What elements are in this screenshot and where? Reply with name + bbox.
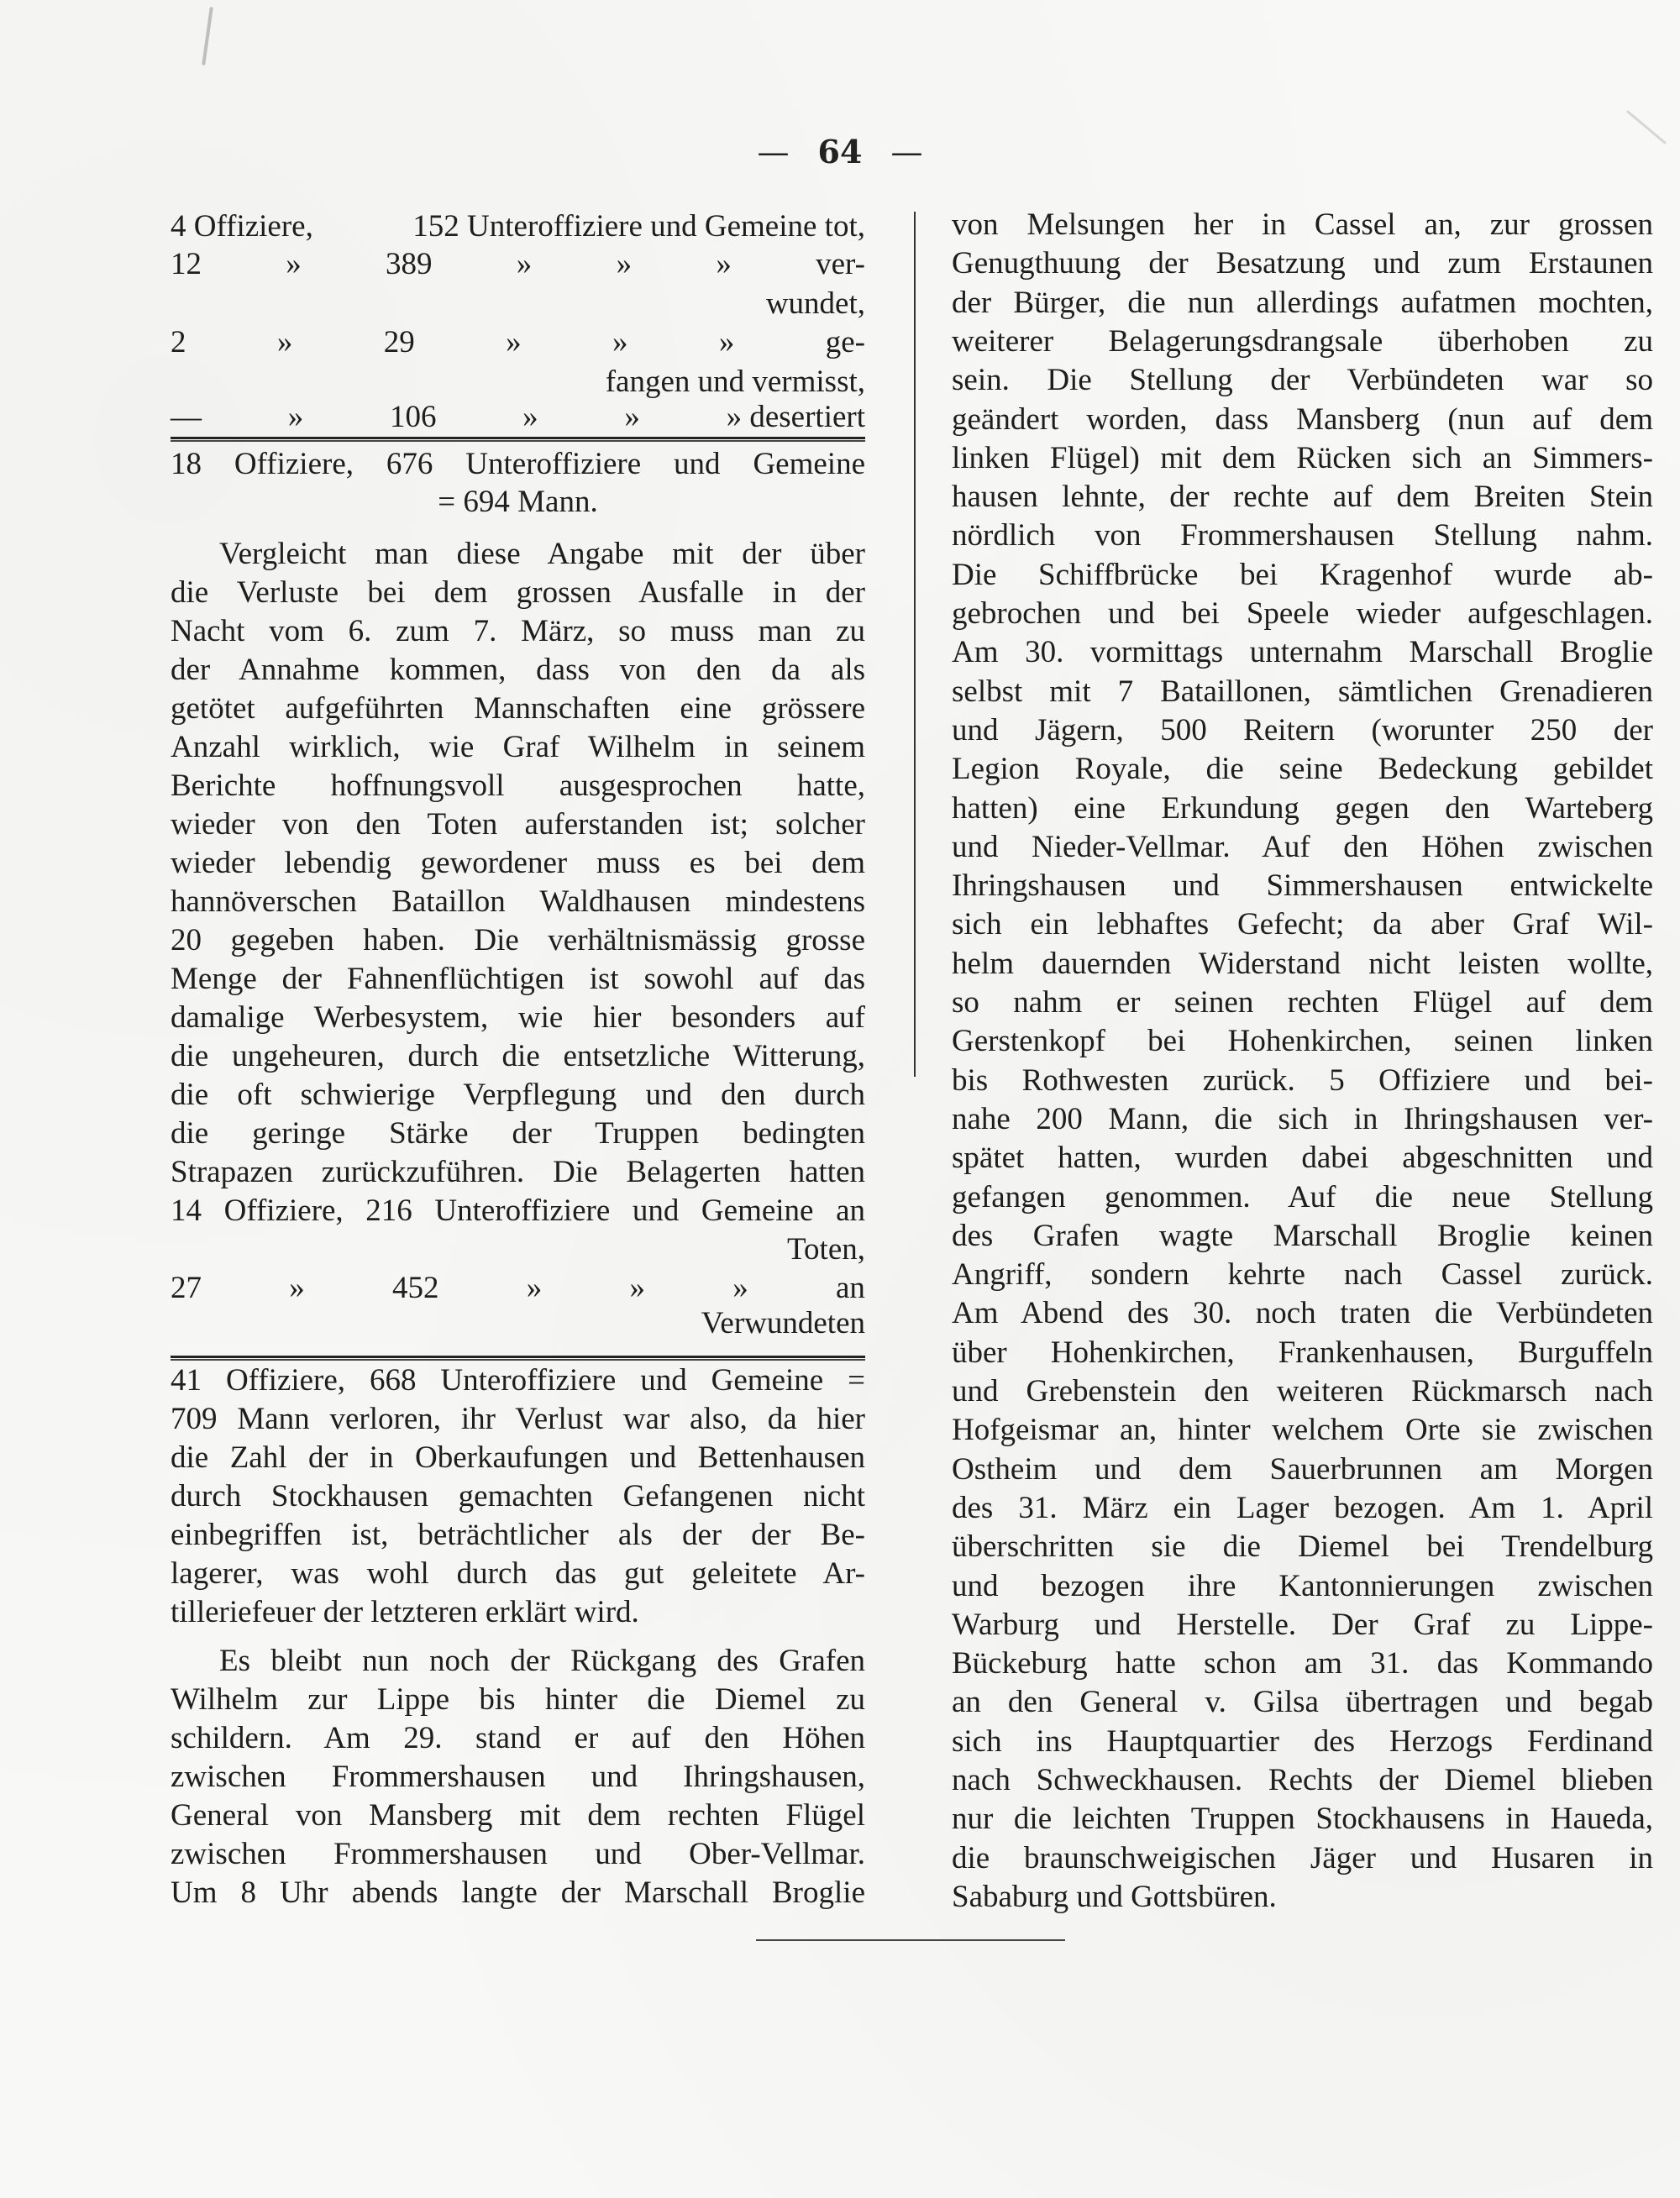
text-line: hannöverschen Bataillon Waldhausen mindestens <box>171 884 865 919</box>
text-line: durch Stockhausen gemachten Gefangenen nicht <box>171 1479 865 1513</box>
total-line: 18 Offiziere, 676 Unteroffiziere und Gemeine <box>171 447 865 481</box>
table-cell: » <box>506 325 522 359</box>
end-rule <box>756 1939 1065 1941</box>
text-line: selbst mit 7 Bataillonen, sämtlichen Grenadieren <box>952 674 1653 709</box>
table-cell: » <box>526 1271 543 1305</box>
table-cell: » <box>616 247 633 281</box>
text-line: sich ins Hauptquartier des Herzogs Ferdinand <box>952 1724 1653 1759</box>
table-cell: » <box>629 1271 645 1305</box>
text-line: schildern. Am 29. stand er auf den Höhen <box>171 1721 865 1755</box>
table-cell: » <box>276 325 293 359</box>
header-dash-right: — <box>890 134 923 170</box>
table-cell: ge- <box>825 325 865 359</box>
table-cell: » <box>624 400 640 434</box>
text-line: der Bürger, die nun allerdings aufatmen mochten, <box>952 286 1653 320</box>
text-line: die oft schwierige Verpflegung und den durch <box>171 1078 865 1112</box>
text-line: nach Schweckhausen. Rechts der Diemel blieben <box>952 1763 1653 1797</box>
text-line: von Melsungen her in Cassel an, zur grossen <box>952 207 1653 242</box>
text-line: die geringe Stärke der Truppen bedingten <box>171 1116 865 1151</box>
text-line: weiterer Belagerungsdrangsale überhoben zu <box>952 324 1653 359</box>
text-line: Es bleibt nun noch der Rückgang des Grafen <box>219 1644 865 1678</box>
page-number-header <box>0 133 1680 170</box>
text-line: sich ein lebhaftes Gefecht; da aber Graf Wil- <box>952 907 1653 942</box>
loss-table-continuation: fangen und vermisst, <box>605 365 865 399</box>
text-line: helm dauernden Widerstand nicht leisten wollte, <box>952 947 1653 981</box>
text-line: Legion Royale, die seine Bedeckung gebildet <box>952 752 1653 786</box>
header-dash-left: — <box>757 134 790 170</box>
text-line: sein. Die Stellung der Verbündeten war so <box>952 363 1653 397</box>
table-cell: 29 <box>383 325 415 359</box>
text-line: des 31. März ein Lager bezogen. Am 1. April <box>952 1491 1653 1525</box>
text-line: die Verluste bei dem grossen Ausfalle in der <box>171 575 865 610</box>
text-line: Ihringshausen und Simmershausen entwickelte <box>952 868 1653 903</box>
text-line: Genugthuung der Besatzung und zum Erstaunen <box>952 246 1653 281</box>
text-line: die Zahl der in Oberkaufungen und Bettenhausen <box>171 1440 865 1475</box>
sum-rule <box>171 1356 865 1361</box>
text-line: spätet hatten, wurden dabei abgeschnitten und <box>952 1141 1653 1175</box>
text-line: gebrochen und bei Speele wieder aufgeschlagen. <box>952 596 1653 631</box>
table-cell: » <box>286 247 302 281</box>
text-line: zwischen Frommershausen und Ihringshausen, <box>171 1760 865 1794</box>
table-cell: — <box>171 400 202 434</box>
text-line: des Grafen wagte Marschall Broglie keinen <box>952 1219 1653 1253</box>
table-cell: 4 Offiziere, <box>171 209 313 244</box>
table-cell: » desertiert <box>726 400 865 434</box>
text-line: Sababurg und Gottsbüren. <box>952 1880 1277 1914</box>
text-line: Berichte hoffnungsvoll ausgesprochen hatte, <box>171 769 865 803</box>
text-line: Die Schiffbrücke bei Kragenhof wurde ab- <box>952 558 1653 592</box>
page-number: 64 <box>817 133 863 170</box>
text-line: 41 Offiziere, 668 Unteroffiziere und Gemeine = <box>171 1363 865 1398</box>
text-line: zwischen Frommershausen und Ober-Vellmar. <box>171 1837 865 1871</box>
text-line: und Grebenstein den weiteren Rückmarsch nach <box>952 1374 1653 1409</box>
text-line: und Jägern, 500 Reitern (worunter 250 der <box>952 713 1653 748</box>
text-line: Warburg und Herstelle. Der Graf zu Lippe- <box>952 1608 1653 1642</box>
table-cell: 452 <box>392 1271 439 1305</box>
text-line: nahe 200 Mann, die sich in Ihringshausen ver- <box>952 1102 1653 1136</box>
text-line: bis Rothwesten zurück. 5 Offiziere und bei- <box>952 1063 1653 1098</box>
text-line: hausen lehnte, der rechte auf dem Breiten Stein <box>952 480 1653 514</box>
text-line: Wilhelm zur Lippe bis hinter die Diemel zu <box>171 1682 865 1717</box>
table-cell: » <box>516 247 533 281</box>
table-cell: 12 <box>171 247 202 281</box>
text-line: überschritten sie die Diemel bei Trendelburg <box>952 1529 1653 1564</box>
loss-table-row <box>171 398 865 437</box>
table-cell: 27 <box>171 1271 202 1305</box>
ink-smudge <box>202 7 213 66</box>
text-line: damalige Werbesystem, wie hier besonders auf <box>171 1000 865 1035</box>
text-line: lagerer, was wohl durch das gut geleitete Ar- <box>171 1556 865 1591</box>
loss-table-row <box>171 1269 865 1308</box>
text-line: die braunschweigischen Jäger und Husaren in <box>952 1841 1653 1875</box>
text-line: geändert worden, dass Mansberg (nun auf dem <box>952 402 1653 437</box>
text-line: Anzahl wirklich, wie Graf Wilhelm in seinem <box>171 730 865 764</box>
loss-table-continuation: wundet, <box>765 286 865 321</box>
text-line: und bezogen ihre Kantonnierungen zwischen <box>952 1569 1653 1603</box>
table-cell: an <box>836 1271 865 1305</box>
text-line: Angriff, sondern kehrte nach Cassel zurück. <box>952 1257 1653 1292</box>
loss-table-continuation: Toten, <box>787 1232 865 1267</box>
text-line: einbegriffen ist, beträchtlicher als der der Be- <box>171 1518 865 1552</box>
table-cell: » <box>522 400 538 434</box>
text-line: Nacht vom 6. zum 7. März, so muss man zu <box>171 614 865 648</box>
text-line: Menge der Fahnenflüchtigen ist sowohl auf das <box>171 962 865 996</box>
text-line: Hofgeismar an, hinter welchem Orte sie zwischen <box>952 1413 1653 1447</box>
table-cell: » <box>732 1271 748 1305</box>
text-line: General von Mansberg mit dem rechten Flügel <box>171 1798 865 1833</box>
total-line: = 694 Mann. <box>438 485 598 519</box>
column-divider <box>914 212 916 1077</box>
text-line: linken Flügel) mit dem Rücken sich an Simmers- <box>952 441 1653 475</box>
text-line: tilleriefeuer der letzteren erklärt wird. <box>171 1595 639 1629</box>
text-line: Am Abend des 30. noch traten die Verbündeten <box>952 1296 1653 1330</box>
table-cell: ver- <box>816 247 865 281</box>
table-cell: » <box>287 400 304 434</box>
text-line: getötet aufgeführten Mannschaften eine grössere <box>171 691 865 726</box>
text-line: wieder von den Toten auferstanden ist; solcher <box>171 807 865 842</box>
loss-table-row <box>171 323 865 362</box>
text-line: Ostheim und dem Sauerbrunnen am Morgen <box>952 1452 1653 1487</box>
text-line: gefangen genommen. Auf die neue Stellung <box>952 1180 1653 1214</box>
text-line: die ungeheuren, durch die entsetzliche Witterung, <box>171 1039 865 1073</box>
text-line: so nahm er seinen rechten Flügel auf dem <box>952 985 1653 1020</box>
text-line: nur die leichten Truppen Stockhausens in Haueda, <box>952 1802 1653 1836</box>
text-line: über Hohenkirchen, Frankenhausen, Burguffeln <box>952 1335 1653 1370</box>
text-line: Strapazen zurückzuführen. Die Belagerten hatten <box>171 1155 865 1189</box>
table-cell: » <box>612 325 628 359</box>
text-line: und Nieder-Vellmar. Auf den Höhen zwischen <box>952 830 1653 864</box>
table-cell: 152 Unteroffiziere und Gemeine tot, <box>412 209 865 244</box>
text-line: nördlich von Frommershausen Stellung nahm. <box>952 518 1653 553</box>
text-line: Bückeburg hatte schon am 31. das Kommando <box>952 1646 1653 1681</box>
loss-table-row <box>171 207 865 246</box>
table-cell: » <box>718 325 735 359</box>
text-line: hatten) eine Erkundung gegen den Warteberg <box>952 791 1653 826</box>
text-line: wieder lebendig gewordener muss es bei dem <box>171 846 865 880</box>
loss-table-row <box>171 245 865 284</box>
text-line: Gerstenkopf bei Hohenkirchen, seinen linken <box>952 1024 1653 1058</box>
table-cell: 106 <box>389 400 437 434</box>
loss-table-continuation: Verwundeten <box>701 1306 865 1340</box>
text-line: Um 8 Uhr abends langte der Marschall Broglie <box>171 1875 865 1910</box>
table-cell: » <box>289 1271 305 1305</box>
text-line: an den General v. Gilsa übertragen und begab <box>952 1685 1653 1719</box>
text-line: 20 gegeben haben. Die verhältnismässig grosse <box>171 923 865 957</box>
loss-table-row: 14 Offiziere, 216 Unteroffiziere und Gemeine an <box>171 1193 865 1228</box>
sum-rule <box>171 437 865 442</box>
text-line: 709 Mann verloren, ihr Verlust war also, da hier <box>171 1402 865 1436</box>
table-cell: » <box>716 247 732 281</box>
table-cell: 2 <box>171 325 186 359</box>
text-line: der Annahme kommen, dass von den da als <box>171 653 865 687</box>
table-cell: 389 <box>386 247 433 281</box>
text-line: Vergleicht man diese Angabe mit der über <box>219 537 865 571</box>
text-line: Am 30. vormittags unternahm Marschall Broglie <box>952 635 1653 669</box>
